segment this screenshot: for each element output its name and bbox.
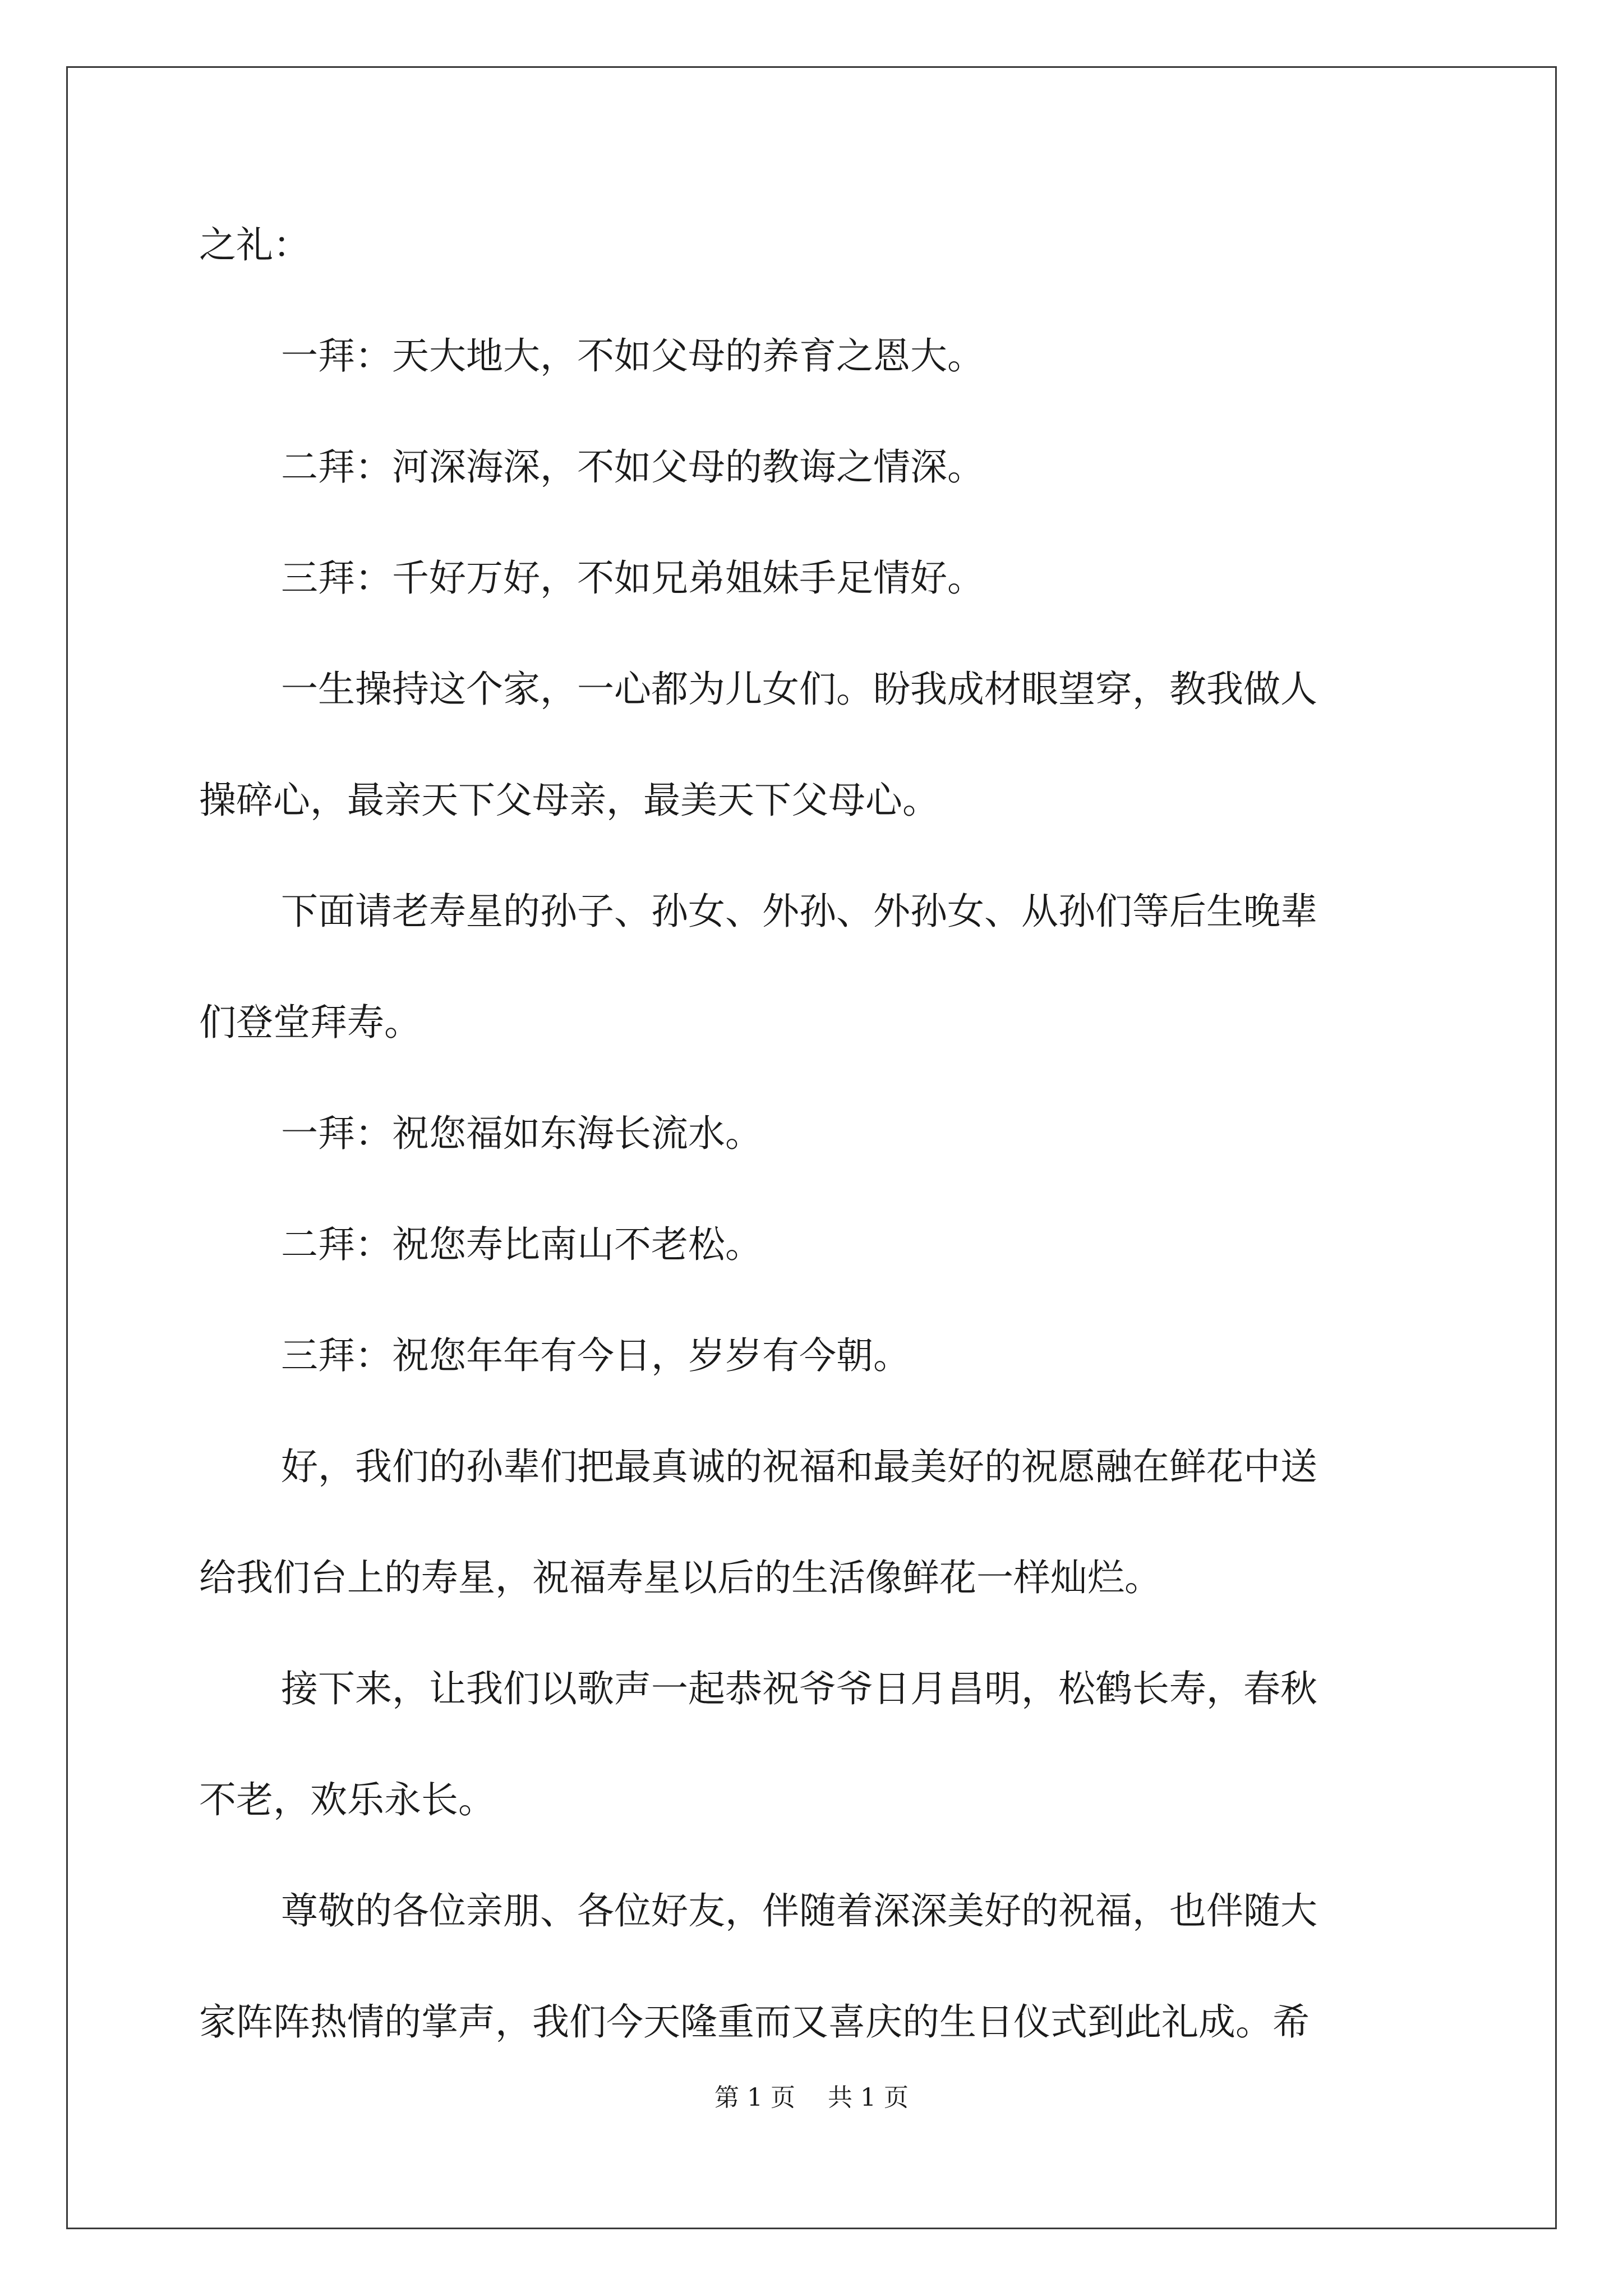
text-line: 一拜：祝您福如东海长流水。 [281,1112,762,1155]
text-line: 二拜：祝您寿比南山不老松。 [281,1223,762,1266]
page-number-current: 第 1 页 [714,2083,795,2112]
text-line: 不老，欢乐永长。 [199,1778,495,1821]
text-line: 们登堂拜寿。 [199,1001,421,1044]
page-footer [0,2081,1623,2115]
text-line: 三拜：祝您年年有今日，岁岁有今朝。 [281,1334,910,1377]
text-line: 家阵阵热情的掌声，我们今天隆重而又喜庆的生日仪式到此礼成。希 [199,2000,1310,2044]
text-line: 三拜：千好万好，不如兄弟姐妹手足情好。 [281,556,984,600]
document-body [199,190,1425,2078]
page-number-total: 共 1 页 [828,2083,909,2112]
text-line: 尊敬的各位亲朋、各位好友，伴随着深深美好的祝福，也伴随大 [281,1889,1317,1932]
text-line: 好，我们的孙辈们把最真诚的祝福和最美好的祝愿融在鲜花中送 [281,1445,1317,1488]
text-line: 二拜：河深海深，不如父母的教诲之情深。 [281,445,984,489]
text-line: 之礼： [199,223,310,266]
text-line: 一拜：天大地大，不如父母的养育之恩大。 [281,334,984,378]
text-line: 下面请老寿星的孙子、孙女、外孙、外孙女、从孙们等后生晚辈 [281,890,1317,933]
text-line: 接下来，让我们以歌声一起恭祝爷爷日月昌明，松鹤长寿，春秋 [281,1667,1317,1710]
text-line: 操碎心，最亲天下父母亲，最美天下父母心。 [199,779,939,822]
text-line: 一生操持这个家，一心都为儿女们。盼我成材眼望穿，教我做人 [281,668,1317,711]
text-line: 给我们台上的寿星，祝福寿星以后的生活像鲜花一样灿烂。 [199,1556,1161,1599]
